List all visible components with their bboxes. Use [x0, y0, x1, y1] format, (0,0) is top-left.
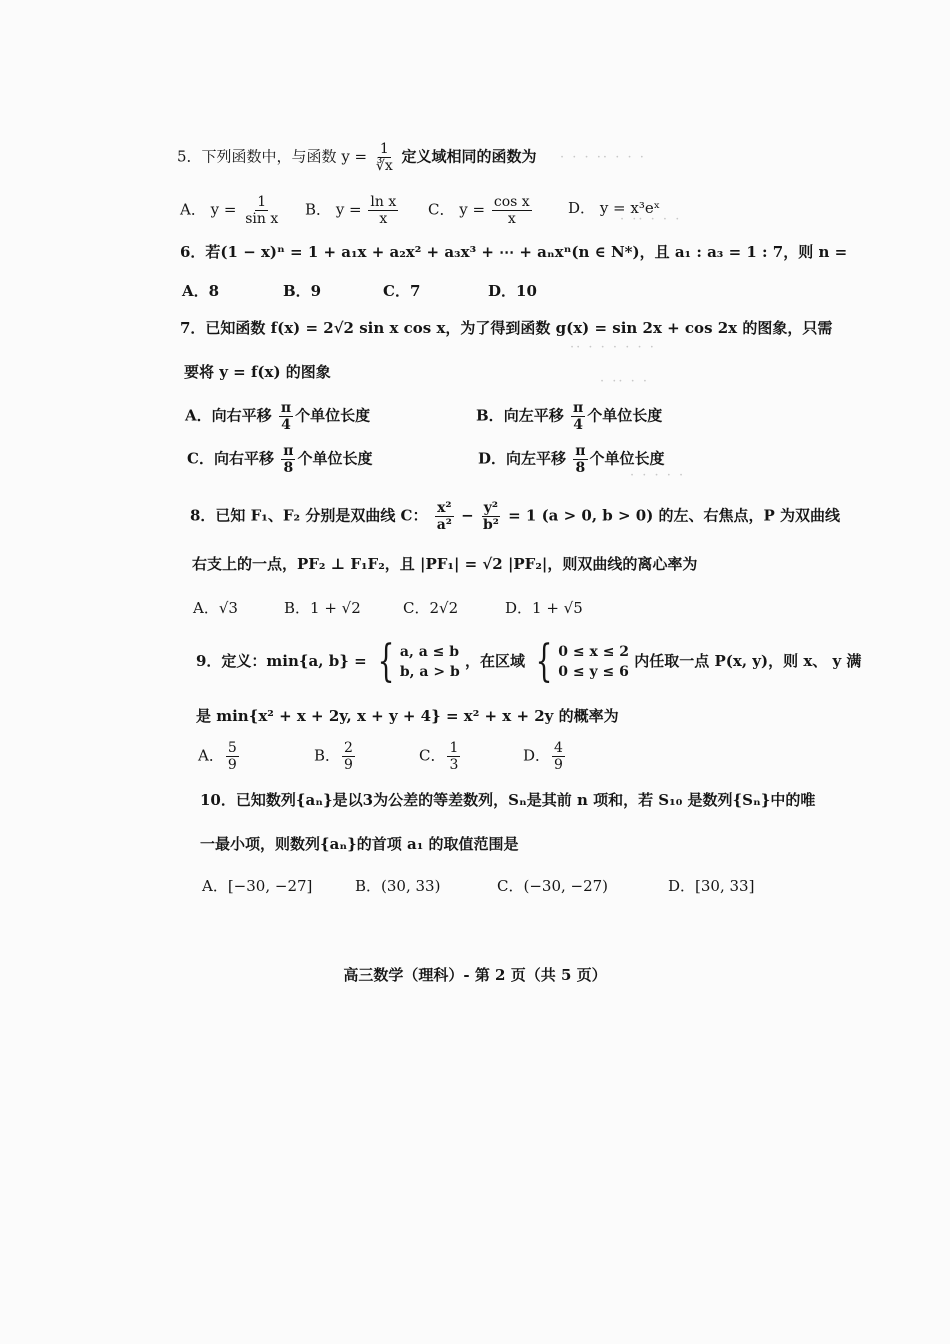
q10-option-b: B．(30, 33)	[355, 877, 441, 895]
q5-stem-pre: 5．下列函数中，与函数 y =	[177, 147, 368, 166]
minus-sign: −	[461, 506, 474, 525]
option-label: C．	[187, 449, 214, 468]
frac-den: b²	[482, 517, 499, 533]
frac-den: 8	[575, 460, 586, 476]
q7-stem-line1: 7．已知函数 f(x) = 2√2 sin x cos x，为了得到函数 g(x) = sin 2x + cos 2x 的图象，只需	[180, 319, 833, 337]
option-text: y =	[335, 200, 362, 219]
q8-stem-line1	[190, 500, 840, 533]
option-text: y =	[459, 200, 486, 219]
option-label: D．	[478, 449, 507, 468]
q9-stem-line1	[196, 636, 862, 687]
q9-option-b	[314, 740, 357, 773]
frac-den: 9	[227, 757, 237, 773]
left-brace-icon: {	[535, 636, 553, 687]
q9-option-a	[198, 740, 241, 773]
option-label: D．	[568, 199, 596, 217]
page-footer: 高三数学（理科）- 第 2 页（共 5 页）	[343, 966, 607, 984]
frac-num: π	[283, 443, 294, 459]
q5-stem-frac-den: ∛x	[375, 158, 393, 174]
frac-num: π	[280, 400, 292, 416]
frac-den: 4	[573, 417, 583, 433]
scan-noise: ·· · · · · · ·	[570, 340, 656, 355]
frac-num: π	[572, 400, 584, 416]
option-fraction	[573, 443, 587, 476]
option-text: 向右平移	[213, 449, 274, 468]
q10-option-a: A．[−30, −27]	[202, 877, 313, 895]
q9-option-c	[419, 740, 462, 773]
q7-stem-line2: 要将 y = f(x) 的图象	[184, 363, 331, 381]
option-fraction	[226, 740, 239, 773]
q10-option-c: C．(−30, −27)	[497, 877, 609, 895]
frac-den: x	[507, 211, 516, 227]
option-fraction	[447, 740, 460, 773]
q9-stem-pre: 9．定义：min{a, b} =	[196, 652, 367, 670]
q5-stem	[177, 141, 537, 174]
q9-stem-line2: 是 min{x² + x + 2y, x + y + 4} = x² + x + 2y 的概率为	[196, 707, 619, 725]
q8-option-d: D．1 + √5	[505, 599, 583, 617]
q5-stem-frac-num: 1	[379, 141, 389, 157]
q5-option-c	[428, 194, 534, 227]
q5-stem-fraction	[374, 141, 395, 174]
q6-option-b: B．9	[283, 282, 322, 300]
option-text: 个单位长度	[297, 449, 373, 468]
q6-option-c: C．7	[383, 282, 421, 300]
q8-option-c: C．2√2	[403, 599, 459, 617]
option-fraction	[552, 740, 565, 773]
option-label: B．	[314, 746, 341, 765]
scan-noise: · ·· · · ·	[620, 212, 682, 227]
case-row: b, a > b	[399, 664, 460, 680]
q9-stem-mid: ，在区域	[465, 652, 526, 670]
option-label: B．	[305, 200, 332, 219]
q8-option-b: B．1 + √2	[284, 599, 361, 617]
option-label: D．	[523, 746, 551, 765]
q5-option-a	[180, 194, 282, 227]
region-row: 0 ≤ y ≤ 6	[558, 664, 629, 680]
option-label: C．	[428, 200, 455, 219]
frac-den: 9	[344, 757, 353, 773]
q7-option-a	[185, 400, 370, 433]
option-fraction	[571, 400, 585, 433]
q5-option-b	[305, 194, 400, 227]
frac-num: ln x	[370, 194, 397, 210]
scan-noise: · · · · ·	[630, 468, 686, 483]
q9-min-cases	[372, 636, 460, 687]
frac-num: 1	[257, 194, 267, 210]
left-brace-icon: {	[377, 636, 395, 687]
q7-option-c	[187, 443, 372, 476]
option-text: y = x³eˣ	[599, 199, 661, 217]
option-fraction	[243, 194, 280, 227]
q8-stem-post: = 1 (a > 0, b > 0) 的左、右焦点，P 为双曲线	[508, 506, 841, 525]
q9-stem-post: 内任取一点 P(x, y)，则 x、 y 满	[634, 652, 862, 670]
option-fraction	[492, 194, 532, 227]
q8-stem-line2: 右支上的一点，PF₂ ⊥ F₁F₂，且 |PF₁| = √2 |PF₂|，则双曲线的离心率为	[192, 555, 698, 573]
option-text: 个单位长度	[589, 449, 665, 468]
option-text: 向左平移	[503, 406, 564, 425]
q6-stem: 6．若(1 − x)ⁿ = 1 + a₁x + a₂x² + a₃x³ + ⋯ + aₙxⁿ(n ∈ N*)，且 a₁ : a₃ = 1 : 7，则 n =	[180, 243, 848, 261]
frac-den: x	[379, 211, 388, 227]
option-fraction	[368, 194, 398, 227]
frac-den: a²	[436, 517, 452, 533]
option-fraction	[342, 740, 355, 773]
region-row: 0 ≤ x ≤ 2	[558, 644, 630, 660]
frac-num: 2	[344, 740, 353, 756]
q9-option-d	[523, 740, 567, 773]
q8-frac-y	[481, 500, 501, 533]
option-fraction	[279, 400, 293, 433]
option-text: y =	[210, 200, 237, 219]
q10-option-d: D．[30, 33]	[668, 877, 755, 895]
q6-option-d: D．10	[488, 282, 537, 300]
option-label: A．	[180, 200, 206, 219]
q8-frac-x	[435, 500, 454, 533]
q8-stem-pre: 8．已知 F₁、F₂ 分别是双曲线 C：	[190, 506, 428, 525]
scan-noise: · ·· · ·	[600, 374, 650, 389]
q7-option-b	[476, 400, 662, 433]
q5-stem-post: 定义域相同的函数为	[401, 147, 537, 166]
frac-num: x²	[437, 500, 452, 516]
option-label: A．	[185, 406, 212, 425]
q5-option-d	[568, 198, 660, 218]
frac-num: 1	[449, 740, 459, 756]
frac-den: 4	[281, 417, 291, 433]
option-fraction	[281, 443, 295, 476]
option-label: B．	[476, 406, 504, 425]
option-text: 向左平移	[506, 449, 567, 468]
option-label: C．	[419, 746, 446, 765]
q10-stem-line1: 10．已知数列{aₙ}是以3为公差的等差数列，Sₙ是其前 n 项和，若 S₁₀ 是数列{Sₙ}中的唯	[200, 791, 816, 809]
option-text: 个单位长度	[587, 406, 663, 425]
case-row: a, a ≤ b	[399, 644, 460, 660]
q7-option-d	[478, 443, 665, 476]
frac-den: 9	[554, 757, 563, 773]
scan-noise: · · · ·· · · ·	[560, 150, 646, 165]
frac-num: cos x	[493, 194, 530, 210]
option-text: 个单位长度	[295, 406, 371, 425]
frac-num: π	[575, 443, 586, 459]
option-label: A．	[198, 746, 224, 765]
q9-region-cases	[530, 636, 630, 687]
frac-den: 8	[283, 460, 294, 476]
frac-den: sin x	[245, 211, 279, 227]
q8-option-a: A．√3	[193, 599, 238, 617]
frac-num: y²	[483, 500, 499, 516]
frac-num: 4	[554, 740, 563, 756]
frac-den: 3	[449, 757, 459, 773]
q6-option-a: A．8	[182, 282, 220, 300]
frac-num: 5	[227, 740, 237, 756]
q10-stem-line2: 一最小项，则数列{aₙ}的首项 a₁ 的取值范围是	[200, 835, 519, 853]
option-text: 向右平移	[211, 406, 272, 425]
